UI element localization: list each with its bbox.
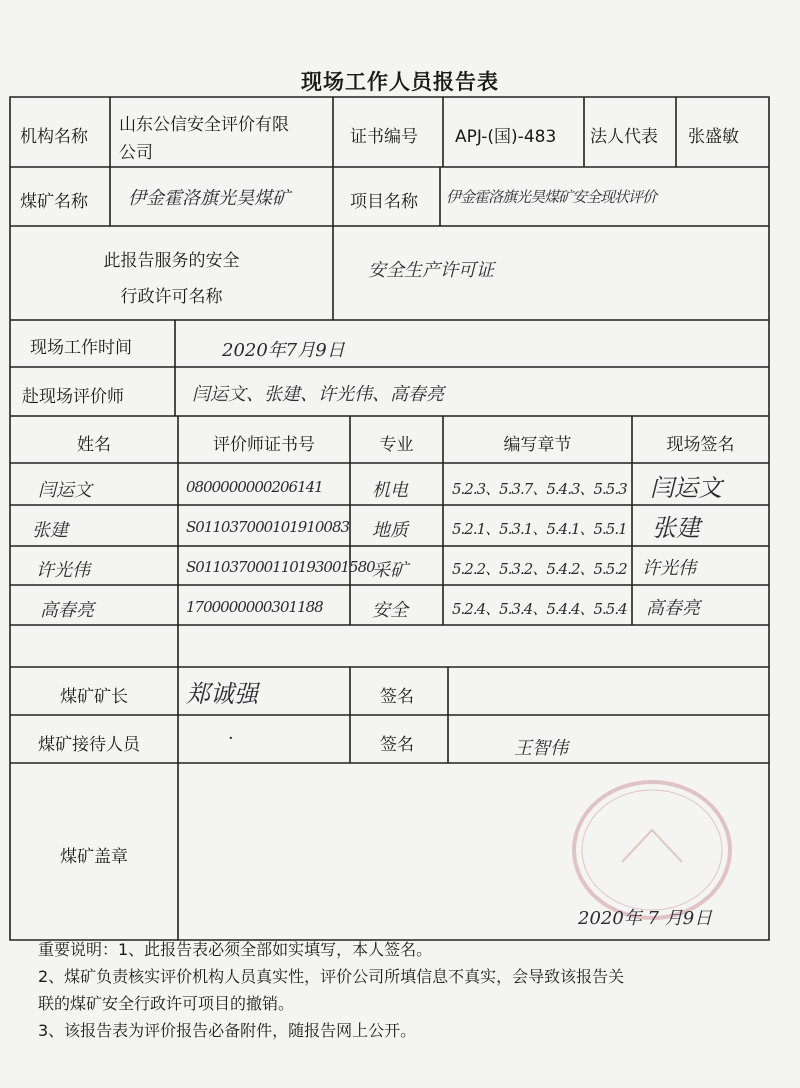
notes-section bbox=[38, 936, 790, 1044]
reception-label: 煤矿接待人员 bbox=[38, 735, 140, 755]
assessors-label: 赴现场评价师 bbox=[22, 387, 124, 407]
header-signature: 现场签名 bbox=[666, 435, 735, 455]
mine-head-value: 郑诚强 bbox=[186, 680, 258, 708]
row-signature: 许光伟 bbox=[642, 558, 696, 579]
permit-value: 安全生产许可证 bbox=[368, 260, 494, 281]
project-value: 伊金霍洛旗光昊煤矿安全现状评价 bbox=[446, 188, 657, 206]
org-value-line2: 公司 bbox=[119, 143, 153, 163]
row-cert-no: 0800000000206141 bbox=[186, 478, 323, 496]
header-chapters: 编写章节 bbox=[503, 435, 572, 455]
row-cert-no: S011037000110193001580 bbox=[186, 558, 375, 576]
row-major: 采矿 bbox=[372, 560, 408, 581]
row-signature: 闫运文 bbox=[650, 474, 722, 502]
row-major: 安全 bbox=[372, 600, 408, 621]
note-line: 重要说明：1、此报告表必须全部如实填写，本人签名。 bbox=[38, 940, 433, 959]
reception-sign-value: 王智伟 bbox=[514, 738, 568, 759]
work-time-value: 2020年7月9日 bbox=[222, 340, 345, 361]
row-major: 机电 bbox=[372, 480, 408, 501]
mine-label: 煤矿名称 bbox=[20, 192, 88, 212]
row-cert-no: S011037000101910083 bbox=[186, 518, 350, 536]
header-major: 专业 bbox=[379, 435, 414, 455]
row-chapters: 5.2.4、5.3.4、5.4.4、5.5.4 bbox=[452, 600, 627, 618]
assessors-value: 闫运文、张建、许光伟、高春亮 bbox=[192, 384, 444, 405]
reception-sign-label: 签名 bbox=[380, 735, 414, 755]
row-name: 闫运文 bbox=[38, 480, 92, 501]
cert-value: APJ-(国)-483 bbox=[455, 127, 557, 147]
header-cert-no: 评价师证书号 bbox=[213, 435, 315, 455]
row-chapters: 5.2.1、5.3.1、5.4.1、5.5.1 bbox=[452, 520, 627, 538]
row-name: 高春亮 bbox=[40, 600, 94, 621]
note-line: 3、该报告表为评价报告必备附件，随报告网上公开。 bbox=[38, 1021, 417, 1040]
page-title: 现场工作人员报告表 bbox=[301, 70, 499, 94]
work-time-label: 现场工作时间 bbox=[30, 338, 132, 358]
cert-label: 证书编号 bbox=[350, 127, 418, 147]
note-line: 2、煤矿负责核实评价机构人员真实性，评价公司所填信息不真实，会导致该报告关 bbox=[38, 967, 625, 986]
header-name: 姓名 bbox=[77, 435, 111, 455]
project-label: 项目名称 bbox=[350, 192, 418, 212]
mine-head-sign-label: 签名 bbox=[380, 687, 414, 707]
row-name: 许光伟 bbox=[36, 560, 90, 581]
mine-head-label: 煤矿矿长 bbox=[60, 687, 128, 707]
org-value-line1: 山东公信安全评价有限 bbox=[119, 115, 289, 135]
seal-date: 2020年 7 月9日 bbox=[578, 908, 713, 929]
permit-label-line1: 此报告服务的安全 bbox=[103, 251, 240, 271]
legal-rep-label: 法人代表 bbox=[590, 127, 658, 147]
legal-rep-value: 张盛敏 bbox=[688, 127, 739, 147]
company-seal-stamp bbox=[560, 770, 740, 920]
row-chapters: 5.2.2、5.3.2、5.4.2、5.5.2 bbox=[452, 560, 627, 578]
reception-value: · bbox=[228, 728, 234, 749]
row-chapters: 5.2.3、5.3.7、5.4.3、5.5.3 bbox=[452, 480, 627, 498]
row-name: 张建 bbox=[32, 520, 68, 541]
seal-label: 煤矿盖章 bbox=[60, 847, 128, 867]
note-line: 联的煤矿安全行政许可项目的撤销。 bbox=[38, 994, 295, 1013]
row-cert-no: 1700000000301188 bbox=[186, 598, 323, 616]
permit-label-line2: 行政许可名称 bbox=[120, 287, 223, 307]
mine-value: 伊金霍洛旗光昊煤矿 bbox=[128, 188, 290, 209]
row-signature: 张建 bbox=[652, 514, 700, 542]
row-signature: 高春亮 bbox=[646, 598, 700, 619]
row-major: 地质 bbox=[372, 520, 408, 541]
org-label: 机构名称 bbox=[20, 127, 88, 147]
